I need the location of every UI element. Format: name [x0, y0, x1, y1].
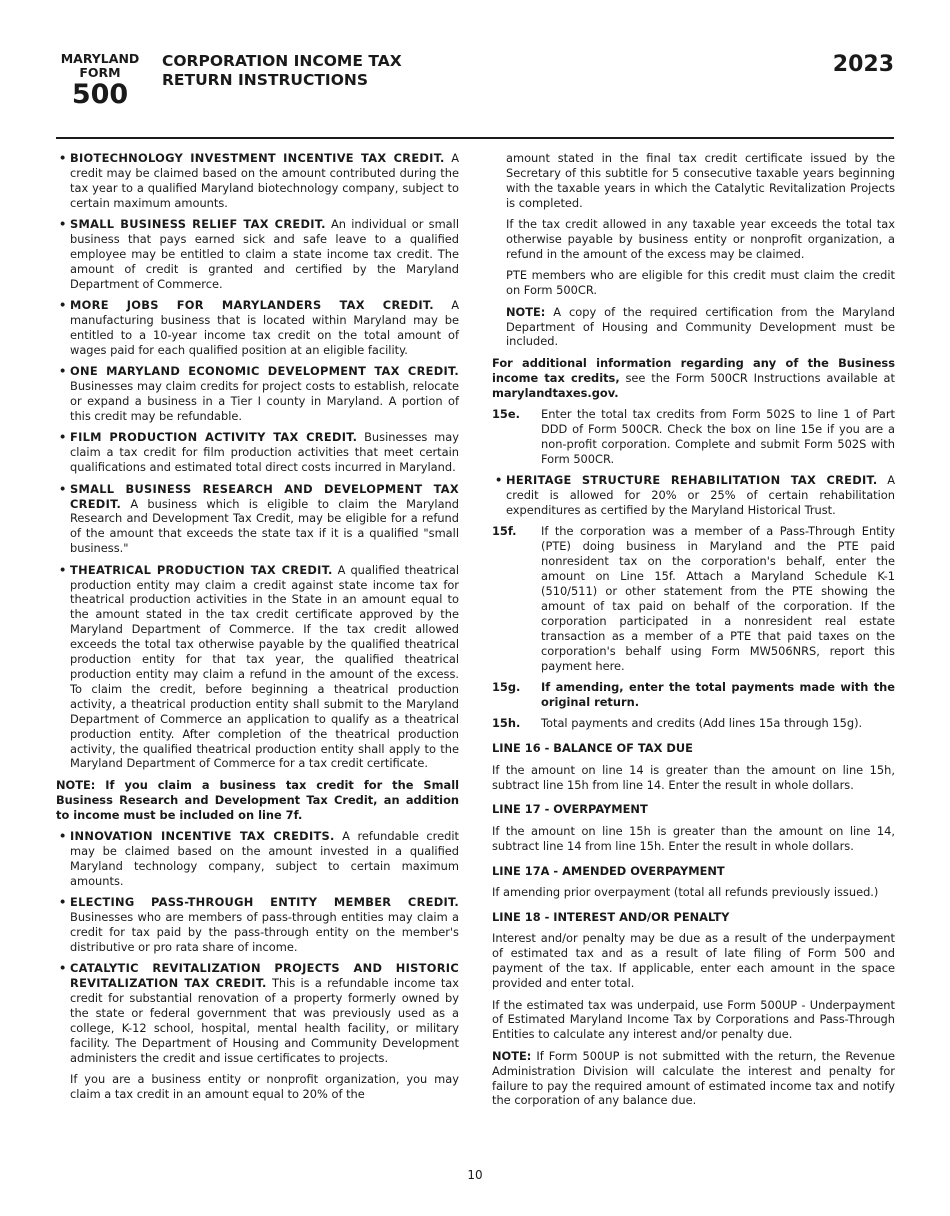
- credit-text: A business which is eligible to claim the Maryland Research and Development Tax Credit, may be eligible for a refund of the amount that exceeds the state tax if it is a qualified "small business.": [70, 496, 459, 556]
- additional-info-bold: For additional information regarding any of the Business income tax credits,: [492, 355, 895, 385]
- credit-text: An individual or small business that pays earned sick and safe leave to a qualified employee may be entitled to claim a state income tax credit. The amount of credit is granted and certified by the Maryland Department of Commerce.: [70, 217, 459, 291]
- line-15h: [492, 716, 895, 731]
- line-18-heading: LINE 18 - INTEREST AND/OR PENALTY: [492, 909, 730, 924]
- credit-text: A qualified theatrical production entity may claim a credit against state income tax for theatrical production activities in the State in an amount equal to the amount stated in the tax credit certificate approved by the Maryland Department of Commerce. If the tax credit allowed exceeds the total tax otherwise payable by the qualified theatrical production entity for that tax year, the qualified theatrical production entity may claim a refund in the amount of the excess. To claim the credit, before beginning a theatrical production activity, a theatrical production entity shall submit to the Maryland Department of Commerce an application to qualify as a theatrical production entity. After completion of the theatrical production activity, the qualified theatrical production entity shall apply to the Maryland Department of Commerce for a tax credit certificate.: [70, 562, 460, 771]
- website-link[interactable]: marylandtaxes.gov.: [492, 385, 619, 400]
- note-text: If Form 500UP is not submitted with the return, the Revenue Administration Division will calculate the interest and penalty for failure to pay the required amount of estimated income tax and notify the corporation of any balance due.: [492, 1048, 895, 1108]
- line-18-paragraph: If the estimated tax was underpaid, use Form 500UP - Underpayment of Estimated Maryland Income Tax by Corporations and Pass-Through Entities to calculate any interest and/or penalty due.: [492, 997, 895, 1042]
- note-paragraph: [492, 305, 895, 350]
- credit-item: [56, 829, 459, 889]
- credit-title: CATALYTIC REVITALIZATION PROJECTS AND HISTORIC REVITALIZATION TAX CREDIT.: [70, 961, 459, 991]
- line-number: 15g.: [492, 680, 521, 694]
- line-17-heading: LINE 17 - OVERPAYMENT: [492, 802, 648, 817]
- credit-text: A credit is allowed for 20% or 25% of certain rehabilitation expenditures as certified by the Maryland Historical Trust.: [506, 473, 895, 518]
- line-text: Total payments and credits (Add lines 15a through 15g).: [541, 716, 863, 731]
- line-15f: [492, 524, 895, 673]
- line-number: 15e.: [492, 407, 520, 422]
- credit-title: SMALL BUSINESS RELIEF TAX CREDIT.: [70, 217, 326, 232]
- note-text: A copy of the required certification from the Maryland Department of Housing and Community Development must be included.: [506, 304, 895, 349]
- note-label: NOTE:: [492, 1048, 532, 1063]
- credit-item: [492, 473, 895, 518]
- tax-year: 2023: [832, 52, 894, 77]
- credit-item: [56, 217, 459, 292]
- credit-title: HERITAGE STRUCTURE REHABILITATION TAX CREDIT.: [506, 473, 878, 488]
- line-15e: [492, 407, 895, 467]
- credit-item: [56, 430, 459, 475]
- additional-info-text: see the Form 500CR Instructions available at: [625, 370, 895, 385]
- credit-text: Businesses may claim a tax credit for film production activities that meet certain qualifications and estimated total direct costs incurred in Maryland.: [70, 430, 459, 475]
- page-number: 10: [467, 1168, 483, 1182]
- line-17a-heading: LINE 17A - AMENDED OVERPAYMENT: [492, 863, 725, 878]
- credit-title: ELECTING PASS-THROUGH ENTITY MEMBER CREDIT.: [70, 895, 459, 910]
- credit-title: INNOVATION INCENTIVE TAX CREDITS.: [70, 829, 335, 844]
- credit-title: FILM PRODUCTION ACTIVITY TAX CREDIT.: [70, 430, 358, 445]
- header-divider: [56, 137, 894, 139]
- line-16-heading: LINE 16 - BALANCE OF TAX DUE: [492, 741, 693, 756]
- title-line-1: CORPORATION INCOME TAX: [162, 52, 402, 70]
- credit-text: Businesses may claim credits for project costs to establish, relocate or expand a business in a Tier I county in Maryland. A portion of this credit may be refundable.: [70, 379, 459, 423]
- credit-item: [56, 563, 459, 772]
- note-text: NOTE: If you claim a business tax credit for the Small Business Research and Development Tax Credit, an addition to income must be included on line 7f.: [56, 777, 459, 822]
- credit-item: [56, 151, 459, 211]
- line-number: 15f.: [492, 524, 517, 539]
- form-badge: [58, 52, 142, 110]
- credit-paragraph: If you are a business entity or nonprofit organization, you may claim a tax credit in an amount equal to 20% of the: [70, 1072, 459, 1102]
- credit-text: Businesses who are members of pass-through entities may claim a credit for tax paid by the pass-through entity on the member's distributive or pro rata share of income.: [70, 910, 459, 954]
- credit-item: [56, 364, 459, 424]
- line-text: Enter the total tax credits from Form 502S to line 1 of Part DDD of Form 500CR. Check the box on line 15e if you are a non-profit corporation. Complete and submit Form 502S with Form 500CR.: [541, 407, 895, 466]
- line-text: If the corporation was a member of a Pass-Through Entity (PTE) doing business in Maryland and the PTE paid nonresident tax on the corporation's behalf, enter the amount on Line 15f. Attach a Maryland Schedule K-1 (510/511) or other statement from the PTE showing the amount of tax paid on behalf of the corporation. If the corporation participated in a nonresident real estate transaction as a member of a PTE that paid taxes on the corporation's behalf using Form MW506NRS, report this payment here.: [541, 524, 895, 673]
- line-16-text: If the amount on line 14 is greater than the amount on line 15h, subtract line 15h from line 14. Enter the result in whole dollars.: [492, 762, 895, 792]
- form-number: 500: [71, 79, 129, 110]
- note-small-business: [56, 778, 459, 823]
- credit-title: SMALL BUSINESS RESEARCH AND DEVELOPMENT TAX CREDIT.: [70, 481, 459, 511]
- continued-paragraph: amount stated in the final tax credit certificate issued by the Secretary of this subtitle for 5 consecutive taxable years beginning with the taxable years in which the Catalytic Revitalization Projects is completed.: [506, 151, 895, 210]
- credit-title: MORE JOBS FOR MARYLANDERS TAX CREDIT.: [70, 298, 434, 313]
- line-text: If amending, enter the total payments made with the original return.: [541, 680, 895, 709]
- line-18-note: [492, 1049, 895, 1109]
- form-state: MARYLAND: [60, 51, 140, 66]
- additional-info: [492, 356, 895, 401]
- continued-paragraph: PTE members who are eligible for this credit must claim the credit on Form 500CR.: [506, 268, 895, 298]
- form-word: FORM: [79, 65, 121, 80]
- credit-title: THEATRICAL PRODUCTION TAX CREDIT.: [70, 562, 333, 577]
- title-line-2: RETURN INSTRUCTIONS: [162, 71, 369, 89]
- credit-text: A credit may be claimed based on the amount contributed during the tax year to a qualified Maryland biotechnology company, subject to certain maximum amounts.: [70, 151, 459, 210]
- credit-text: This is a refundable income tax credit for substantial renovation of a property formerly owned by the state or federal government that was previously used as a college, K-12 school, hospital, mental health facility, or military facility. The Department of Housing and Community Development administers the credit and issue certificates to projects.: [70, 976, 460, 1065]
- line-17a-text: If amending prior overpayment (total all refunds previously issued.): [492, 885, 879, 900]
- credit-item: [56, 961, 459, 1065]
- credit-title: ONE MARYLAND ECONOMIC DEVELOPMENT TAX CREDIT.: [70, 364, 459, 379]
- continued-paragraph: If the tax credit allowed in any taxable year exceeds the total tax otherwise payable by business entity or nonprofit organization, a refund in the amount of the excess may be claimed.: [506, 217, 895, 261]
- line-15g: [492, 680, 895, 710]
- line-18-paragraph: Interest and/or penalty may be due as a result of the underpayment of estimated tax and as a result of late filing of Form 500 and payment of the tax. If applicable, enter each amount in the space provided and enter total.: [492, 931, 895, 991]
- right-column: [492, 151, 895, 1115]
- note-label: NOTE:: [506, 304, 546, 319]
- left-column: [56, 151, 459, 1108]
- credit-text: A refundable credit may be claimed based on the amount invested in a qualified Maryland technology company, subject to certain maximum amounts.: [70, 829, 459, 888]
- line-17-text: If the amount on line 15h is greater than the amount on line 14, subtract line 14 from line 15h. Enter the result in whole dollars.: [492, 823, 895, 853]
- credit-title: BIOTECHNOLOGY INVESTMENT INCENTIVE TAX CREDIT.: [70, 151, 445, 165]
- credit-item: [56, 895, 459, 955]
- line-number: 15h.: [492, 716, 521, 731]
- credit-item: [56, 298, 459, 358]
- credit-text: A manufacturing business that is located within Maryland may be entitled to a 10-year income tax credit on the total amount of wages paid for each qualified position at an eligible facility.: [70, 298, 459, 357]
- page-title: [162, 52, 402, 90]
- credit-item: [56, 482, 459, 557]
